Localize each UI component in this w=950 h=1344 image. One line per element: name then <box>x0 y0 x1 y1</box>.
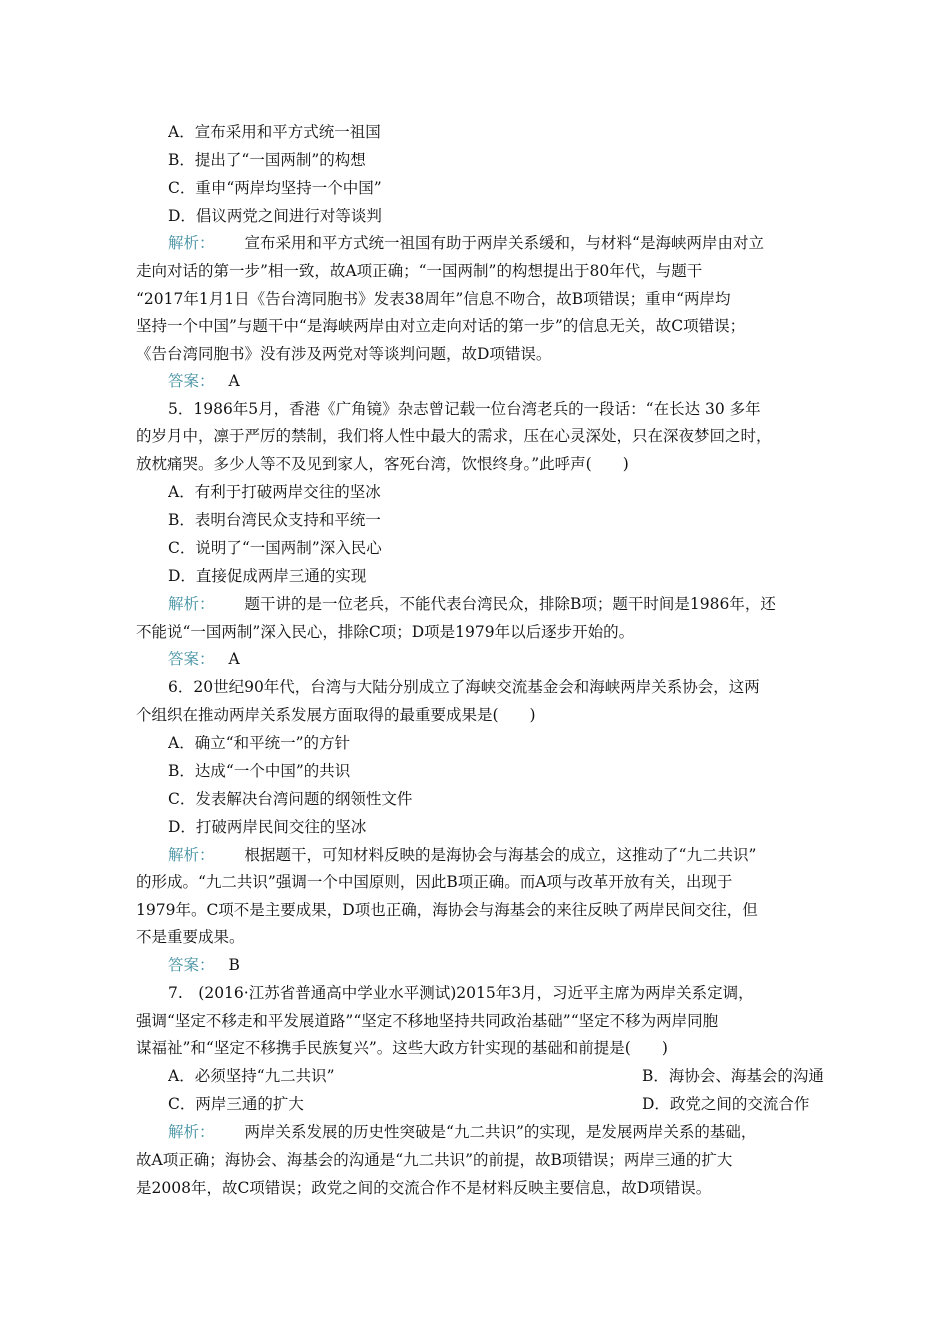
analysis-label: 解析： <box>168 595 215 613</box>
q4-analysis-line: 走向对话的第一步”相一致，故A项正确；“一国两制”的构想提出于80年代，与题干 <box>136 262 703 280</box>
q5-analysis-line <box>168 594 858 614</box>
answer-label: 答案： <box>168 372 215 390</box>
q7-option-c: C．两岸三通的扩大 <box>168 1095 304 1113</box>
q6-analysis-line: 的形成。“九二共识”强调一个中国原则，因此B项正确。而A项与改革开放有关，出现于 <box>136 873 733 891</box>
q6-option-c: C．发表解决台湾问题的纲领性文件 <box>168 790 413 808</box>
q4-answer <box>168 371 858 391</box>
q6-option-b: B．达成“一个中国”的共识 <box>168 762 351 780</box>
q5-answer <box>168 649 858 669</box>
q7-stem-line: 强调“坚定不移走和平发展道路”“坚定不移地坚持共同政治基础”“坚定不移为两岸同胞 <box>136 1012 719 1030</box>
q7-stem-line: 7. (2016·江苏省普通高中学业水平测试)2015年3月，习近平主席为两岸关系定调， <box>168 984 754 1002</box>
analysis-label: 解析： <box>168 1123 215 1141</box>
analysis-label: 解析： <box>168 846 215 864</box>
q7-options-row-2 <box>168 1094 858 1114</box>
q6-answer-value: B <box>228 956 240 974</box>
q5-analysis-text: 题干讲的是一位老兵，不能代表台湾民众，排除B项；题干时间是1986年，还 <box>244 595 776 613</box>
q7-option-d: D．政党之间的交流合作 <box>642 1095 810 1113</box>
analysis-label: 解析： <box>168 234 215 252</box>
q4-option-d: D．倡议两党之间进行对等谈判 <box>168 207 382 225</box>
q4-analysis-line <box>168 233 858 253</box>
q7-option-a: A．必须坚持“九二共识” <box>168 1067 335 1085</box>
q7-stem-line: 谋福祉”和“坚定不移携手民族复兴”。这些大政方针实现的基础和前提是( ) <box>136 1039 668 1057</box>
q5-stem-line: 5．1986年5月，香港《广角镜》杂志曾记载一位台湾老兵的一段话：“在长达 30 多年 <box>168 400 761 418</box>
q6-stem-line: 个组织在推动两岸关系发展方面取得的最重要成果是( ) <box>136 706 536 724</box>
q4-option-a: A．宣布采用和平方式统一祖国 <box>168 123 381 141</box>
q7-options-row-1 <box>168 1066 858 1086</box>
q4-analysis-line: 坚持一个中国”与题干中“是海峡两岸由对立走向对话的第一步”的信息无关，故C项错误； <box>136 317 746 335</box>
answer-label: 答案： <box>168 650 215 668</box>
q5-answer-value: A <box>228 650 240 668</box>
q5-option-d: D．直接促成两岸三通的实现 <box>168 567 367 585</box>
q4-analysis-text: 宣布采用和平方式统一祖国有助于两岸关系缓和，与材料“是海峡两岸由对立 <box>244 234 764 252</box>
q6-analysis-line <box>168 845 858 865</box>
q4-option-c: C．重申“两岸均坚持一个中国” <box>168 179 382 197</box>
q5-stem-line: 放枕痛哭。多少人等不及见到家人，客死台湾，饮恨终身。”此呼声( ) <box>136 455 629 473</box>
q7-analysis-line: 是2008年，故C项错误；政党之间的交流合作不是材料反映主要信息，故D项错误。 <box>136 1179 712 1197</box>
q6-analysis-line: 不是重要成果。 <box>136 928 245 946</box>
q6-option-a: A．确立“和平统一”的方针 <box>168 734 351 752</box>
q5-option-a: A．有利于打破两岸交往的坚冰 <box>168 483 381 501</box>
answer-label: 答案： <box>168 956 215 974</box>
q5-option-c: C．说明了“一国两制”深入民心 <box>168 539 382 557</box>
q6-analysis-text: 根据题干，可知材料反映的是海协会与海基会的成立，这推动了“九二共识” <box>244 846 757 864</box>
q6-stem-line: 6．20世纪90年代，台湾与大陆分别成立了海峡交流基金会和海峡两岸关系协会，这两 <box>168 678 760 696</box>
q6-answer <box>168 955 858 975</box>
q5-analysis-line: 不能说“一国两制”深入民心，排除C项；D项是1979年以后逐步开始的。 <box>136 623 635 641</box>
q7-analysis-text: 两岸关系发展的历史性突破是“九二共识”的实现，是发展两岸关系的基础， <box>244 1123 757 1141</box>
q4-analysis-line: “2017年1月1日《告台湾同胞书》发表38周年”信息不吻合，故B项错误；重申“两岸均 <box>136 290 731 308</box>
q5-option-b: B．表明台湾民众支持和平统一 <box>168 511 381 529</box>
q4-option-b: B．提出了“一国两制”的构想 <box>168 151 366 169</box>
q4-analysis-line: 《告台湾同胞书》没有涉及两党对等谈判问题，故D项错误。 <box>136 345 552 363</box>
q6-analysis-line: 1979年。C项不是主要成果，D项也正确，海协会与海基会的来往反映了两岸民间交往，但 <box>136 901 758 919</box>
q4-answer-value: A <box>228 372 240 390</box>
q6-option-d: D．打破两岸民间交往的坚冰 <box>168 818 367 836</box>
q5-stem-line: 的岁月中，凛于严厉的禁制，我们将人性中最大的需求，压在心灵深处，只在深夜梦回之时， <box>136 427 772 445</box>
q7-option-b: B．海协会、海基会的沟通 <box>642 1067 824 1085</box>
q7-analysis-line: 故A项正确；海协会、海基会的沟通是“九二共识”的前提，故B项错误；两岸三通的扩大 <box>136 1151 733 1169</box>
q7-analysis-line <box>168 1122 858 1142</box>
